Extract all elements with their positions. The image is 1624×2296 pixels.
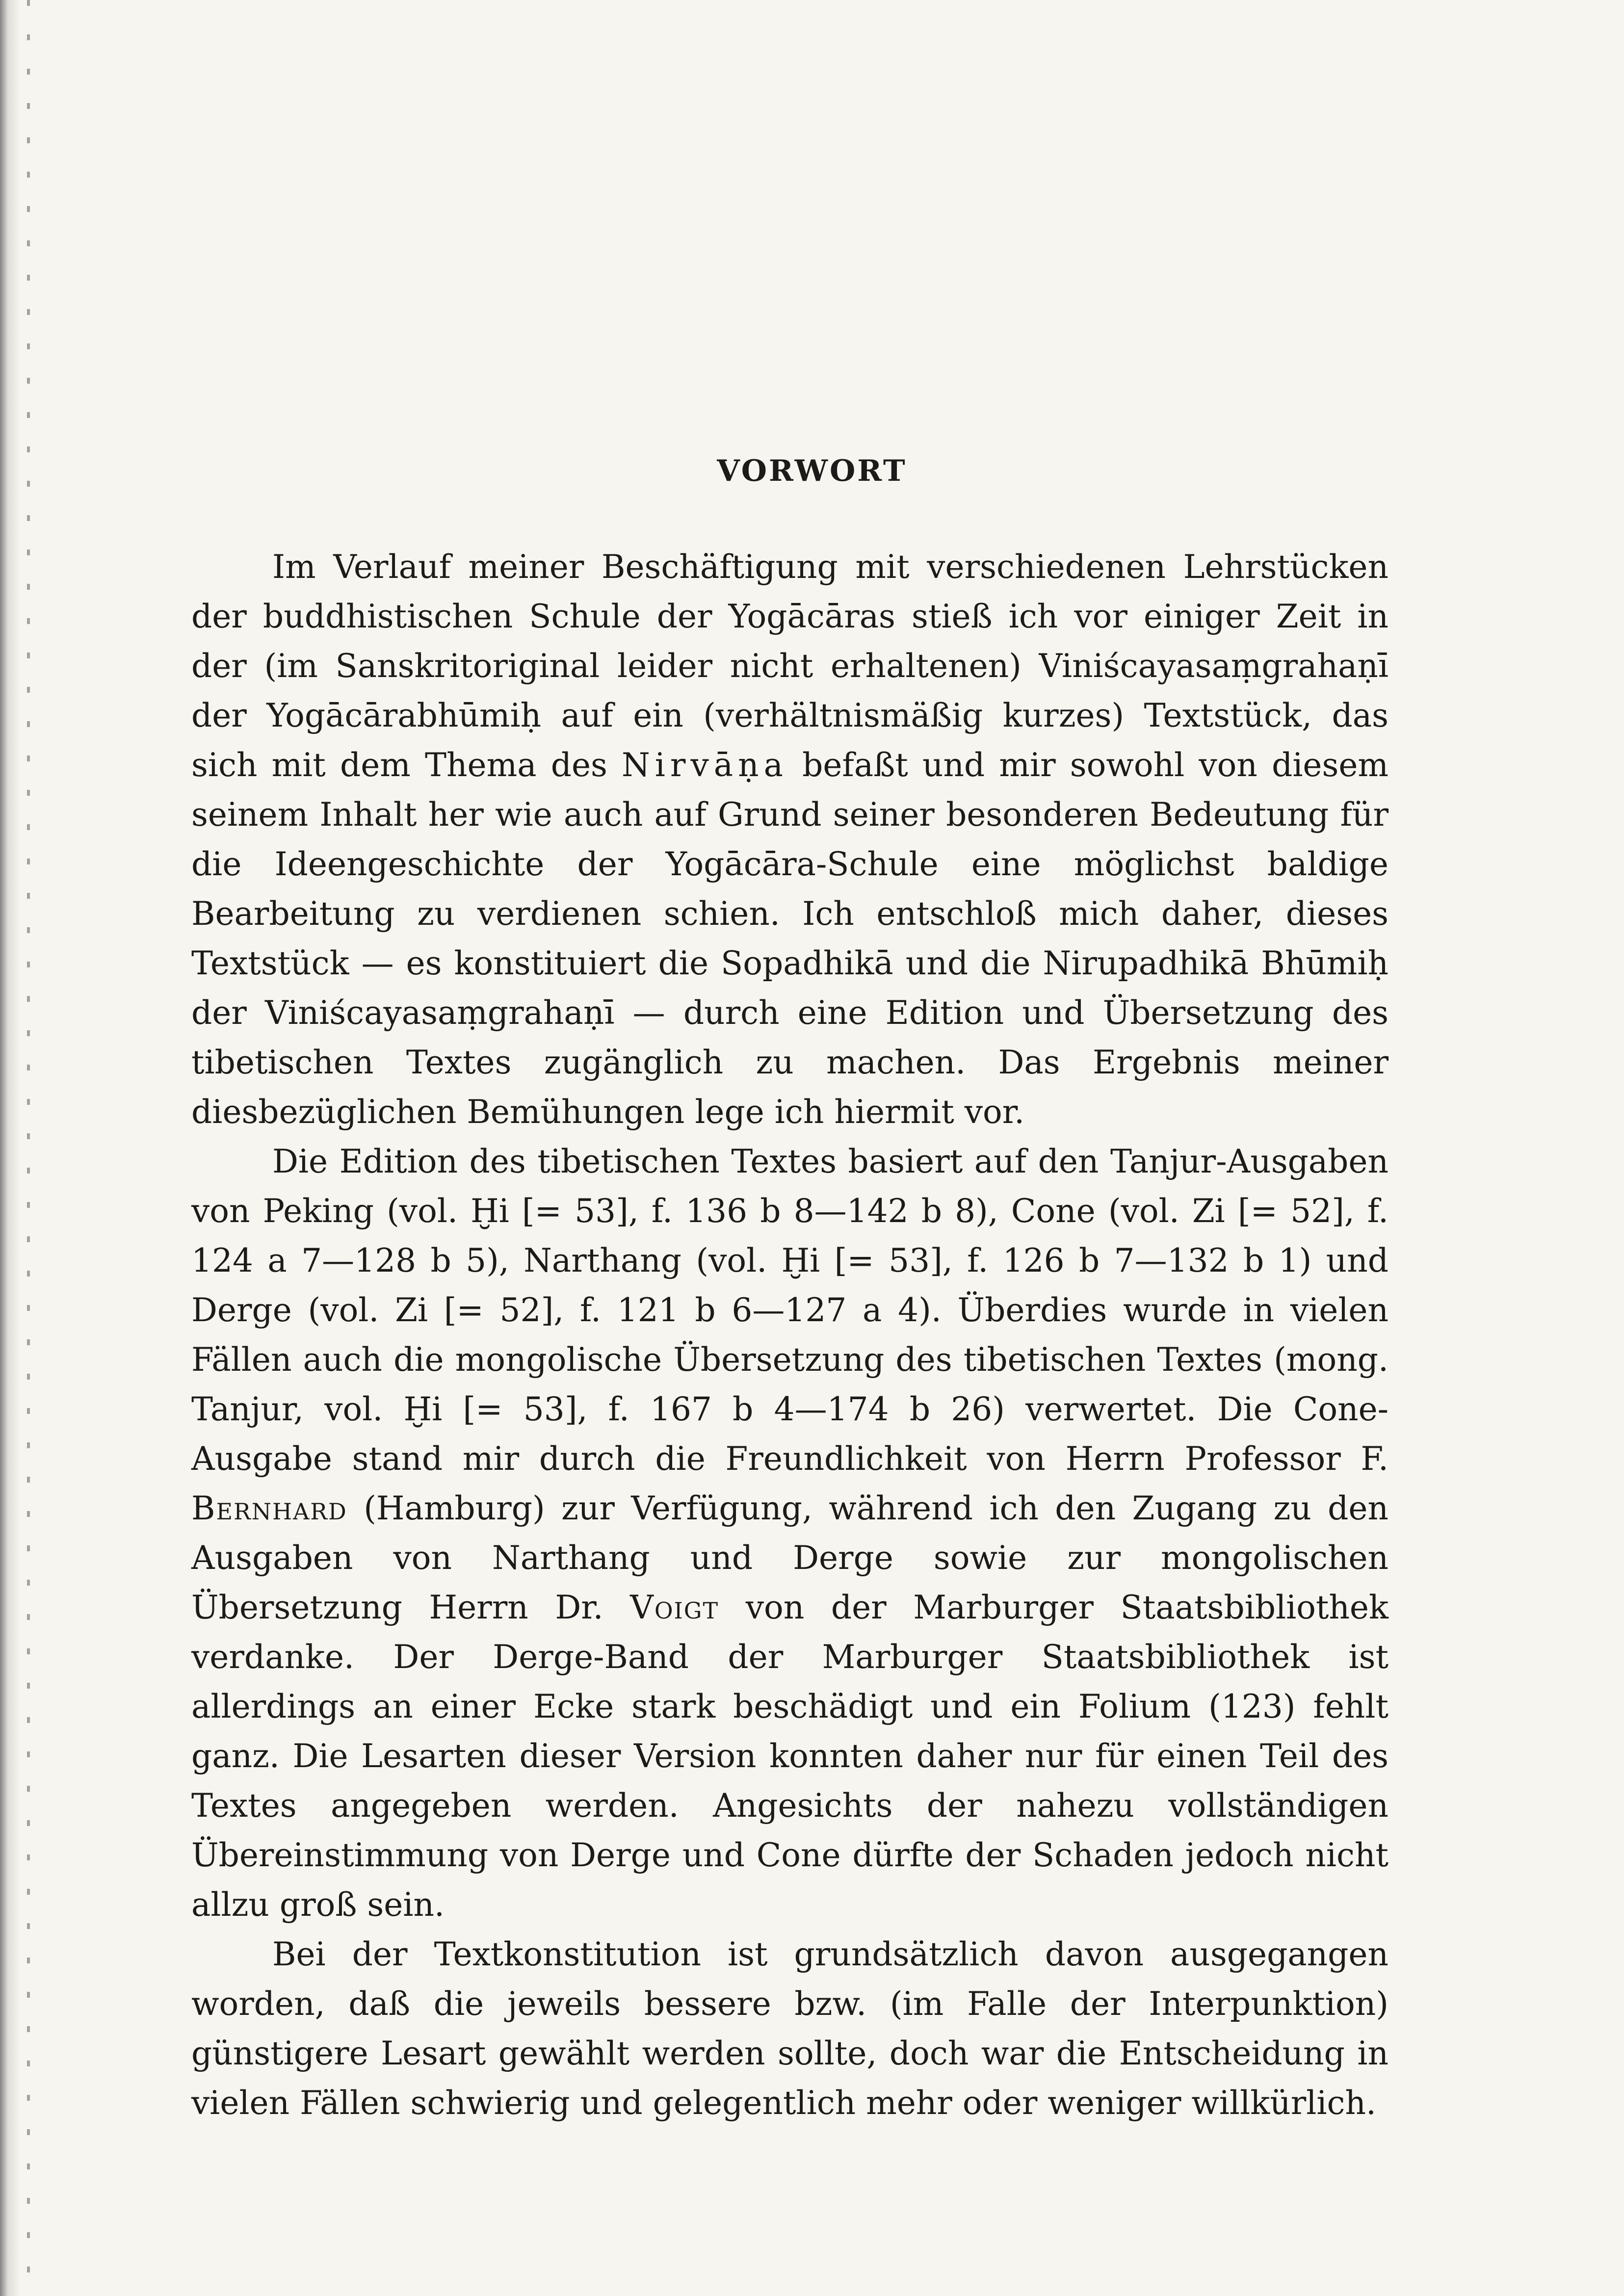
- paragraph-1-text-a: Im Verlauf meiner Beschäftigung mit verschiedenen Lehrstücken der buddhistischen Schule der Yogācāras stieß ich vor einiger Zeit in der (im Sanskritoriginal leider nicht erhaltenen) Viniścayasaṃgrahaṇī der Yogācārabhūmiḥ auf ein (verhältnismäßig kurzes) Textstück, das sich mit dem Thema des: [191, 548, 1388, 784]
- paragraph-2-text-c: von der Marburger Staatsbibliothek verdanke. Der Derge-Band der Marburger Staatsbibliothek ist allerdings an einer Ecke stark beschädigt und ein Folium (123) fehlt ganz. Die Lesarten dieser Version konnten daher nur für einen Teil des Textes angegeben werden. Angesichts der nahezu vollständigen Übereinstimmung von Derge und Cone dürfte der Schaden jedoch nicht allzu groß sein.: [191, 1589, 1388, 1924]
- paragraph-1-text-b: befaßt und mir sowohl von diesem seinem Inhalt her wie auch auf Grund seiner besonderen Bedeutung für die Ideengeschichte der Yogācāra-Schule eine möglichst baldige Bearbeitung zu verdienen schien. Ich entschloß mich daher, dieses Textstück — es konstituiert die Sopadhikā und die Nirupadhikā Bhūmiḥ der Viniścayasaṃgrahaṇī — durch eine Edition und Übersetzung des tibetischen Textes zugänglich zu machen. Das Ergebnis meiner diesbezüglichen Bemühungen lege ich hiermit vor.: [191, 746, 1388, 1131]
- scan-binding-marks: [27, 0, 30, 2296]
- paragraph-1: [191, 542, 1388, 1137]
- paragraph-1-spaced-term: Nirvāṇa: [622, 746, 788, 784]
- scan-left-edge-shadow: [0, 0, 20, 2296]
- paragraph-3-text: Bei der Textkonstitution ist grundsätzlich davon ausgegangen worden, daß die jeweils bessere bzw. (im Falle der Interpunktion) günstigere Lesart gewählt werden sollte, doch war die Entscheidung in vielen Fällen schwierig und gelegentlich mehr oder weniger willkürlich.: [191, 1935, 1388, 2122]
- paragraph-2-name-voigt: Voigt: [630, 1589, 719, 1626]
- paragraph-2-name-bernhard: Bernhard: [191, 1489, 347, 1527]
- paragraph-2-text-a: Die Edition des tibetischen Textes basiert auf den Tanjur-Ausgaben von Peking (vol. Ḫi [= 53], f. 136 b 8—142 b 8), Cone (vol. Zi [= 52], f. 124 a 7—128 b 5), Narthang (vol. Ḫi [= 53], f. 126 b 7—132 b 1) und Derge (vol. Zi [= 52], f. 121 b 6—127 a 4). Überdies wurde in vielen Fällen auch die mongolische Übersetzung des tibetischen Textes (mong. Tanjur, vol. Ḫi [= 53], f. 167 b 4—174 b 26) verwertet. Die Cone-Ausgabe stand mir durch die Freundlichkeit von Herrn Professor F.: [191, 1143, 1388, 1478]
- page-title: VORWORT: [717, 454, 907, 488]
- paragraph-3: [191, 1930, 1388, 2128]
- document-page: [191, 456, 1388, 2128]
- paragraph-2: [191, 1137, 1388, 1930]
- paragraph-2-text-b: (Hamburg) zur Verfügung, während ich den Zugang zu den Ausgaben von Narthang und Derge sowie zur mongolischen Übersetzung Herrn Dr.: [191, 1489, 1388, 1626]
